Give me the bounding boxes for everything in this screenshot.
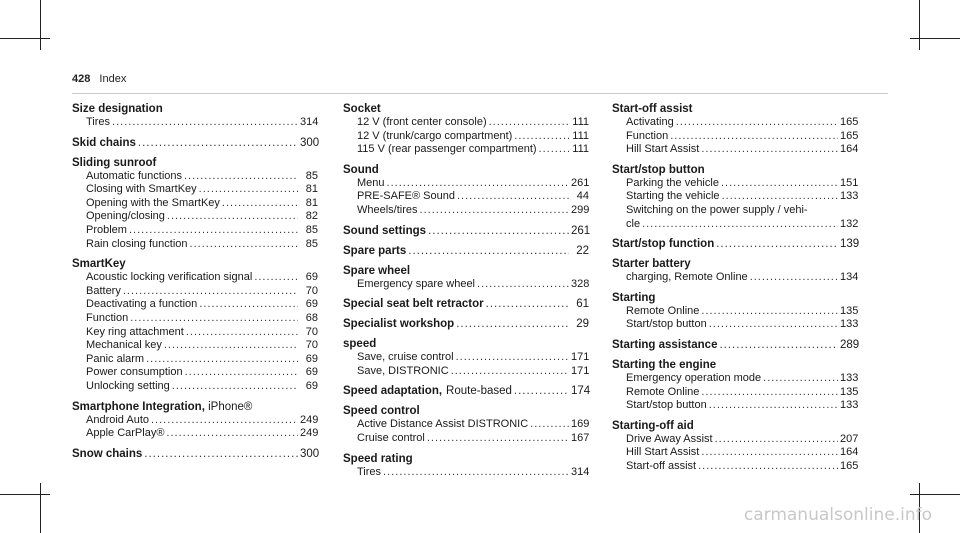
- dot-leader: [222, 197, 298, 211]
- dot-leader: [701, 386, 838, 400]
- subentry-list: [343, 418, 589, 445]
- dot-leader: [709, 318, 838, 332]
- index-subentry[interactable]: [343, 143, 589, 157]
- dot-leader: [539, 143, 569, 157]
- index-heading: Speed control: [343, 405, 420, 418]
- subentry-label: Remote Online: [626, 385, 700, 398]
- page-reference: 69: [305, 271, 318, 284]
- index-subentry[interactable]: [72, 427, 318, 441]
- index-subentry[interactable]: [72, 224, 318, 238]
- index-subentry[interactable]: [612, 318, 858, 332]
- subentry-label: Emergency operation mode: [626, 371, 762, 384]
- section-title: Index: [99, 73, 127, 85]
- subentry-label: 12 V (front center console): [357, 116, 487, 128]
- index-subentry[interactable]: [612, 116, 858, 130]
- index-entry[interactable]: Starting assistance ..... 289: [612, 332, 858, 352]
- dot-leader: [763, 372, 838, 386]
- dot-leader: [722, 190, 838, 204]
- subentry-label: Android Auto: [86, 413, 149, 426]
- dot-leader: [427, 432, 569, 446]
- page-reference: 69: [305, 352, 318, 365]
- index-heading: Starter battery: [612, 258, 691, 271]
- subentry-label: Save, DISTRONIC: [357, 364, 449, 377]
- index-subentry[interactable]: [343, 130, 589, 144]
- page-reference: 133: [840, 399, 859, 412]
- page-reference: 70: [305, 325, 318, 338]
- crop-mark: [0, 38, 50, 39]
- index-subentry[interactable]: [343, 204, 589, 218]
- dot-leader: [698, 460, 838, 474]
- index-subentry[interactable]: [72, 170, 318, 184]
- index-heading: Start/stop button: [612, 163, 705, 176]
- page-reference: 249: [300, 427, 319, 440]
- subentry-list: [343, 116, 589, 157]
- dot-leader: [146, 353, 298, 367]
- subentry-list: [72, 271, 318, 393]
- page-reference: 111: [572, 116, 589, 128]
- page-reference: 171: [571, 364, 590, 377]
- index-subentry[interactable]: [72, 366, 318, 380]
- page-reference: 85: [305, 237, 318, 250]
- index-subentry[interactable]: Tires ..... 314: [72, 116, 318, 130]
- subentry-label: Tires: [357, 465, 382, 478]
- index-heading: Sliding sunroof: [72, 156, 157, 169]
- dot-leader: [701, 305, 838, 319]
- page-reference: 70: [305, 339, 318, 352]
- index-subentry[interactable]: [343, 278, 589, 292]
- index-heading: Speed rating: [343, 452, 413, 465]
- dot-leader: [420, 204, 569, 218]
- subentry-label: Unlocking setting: [86, 379, 170, 392]
- dot-leader: [166, 427, 298, 441]
- subentry-label: charging, Remote Online: [626, 271, 748, 284]
- subentry-label: Deactivating a function: [86, 298, 198, 311]
- subentry-label: Wheels/tires: [357, 203, 418, 216]
- index-entry[interactable]: Specialist workshop ..... 29: [343, 311, 589, 331]
- page-reference: 111: [572, 143, 589, 156]
- page-reference: 169: [571, 418, 590, 431]
- page-reference: 299: [571, 203, 590, 216]
- subentry-label: PRE-SAFE® Sound: [357, 190, 455, 203]
- index-entry[interactable]: Skid chains ..... 300: [72, 130, 318, 150]
- index-subentry[interactable]: [612, 143, 858, 157]
- index-entry[interactable]: Start/stop function ..... 139: [612, 231, 858, 251]
- dot-leader: [721, 177, 838, 191]
- index-entry[interactable]: Snow chains ..... 300: [72, 441, 318, 461]
- subentry-label: 12 V (trunk/cargo compartment): [357, 129, 513, 142]
- index-heading: Starting the engine: [612, 358, 717, 371]
- page-reference: 249: [300, 413, 319, 426]
- crop-mark: [910, 494, 960, 495]
- index-heading: Sound: [343, 163, 379, 176]
- index-column-1: [72, 102, 318, 461]
- page-reference: 68: [305, 311, 318, 324]
- page-reference: 70: [305, 284, 318, 297]
- index-subentry[interactable]: [72, 312, 318, 326]
- page-reference: 167: [571, 431, 590, 444]
- subentry-label: Closing with SmartKey: [86, 183, 197, 196]
- dot-leader: [185, 366, 298, 380]
- subentry-label: Drive Away Assist: [626, 432, 713, 445]
- index-entry[interactable]: Spare parts ..... 22: [343, 238, 589, 258]
- dot-leader: [670, 130, 838, 144]
- index-subentry[interactable]: [612, 190, 858, 204]
- index-subentry[interactable]: [72, 380, 318, 394]
- subentry-label: Function: [626, 129, 669, 142]
- index-subentry[interactable]: [612, 399, 858, 413]
- index-subentry[interactable]: [72, 353, 318, 367]
- page-reference: 133: [840, 190, 859, 203]
- dot-leader: [457, 190, 569, 204]
- crop-mark: [0, 494, 50, 495]
- page-reference: 111: [572, 129, 589, 142]
- dot-leader: [456, 351, 569, 365]
- index-subentry[interactable]: [72, 298, 318, 312]
- index-subentry[interactable]: [612, 433, 858, 447]
- index-heading: Spare wheel: [343, 264, 411, 277]
- index-subentry[interactable]: [612, 177, 858, 191]
- page-reference: 207: [840, 432, 859, 445]
- dot-leader: [184, 170, 298, 184]
- subentry-label: Start/stop button: [626, 318, 707, 331]
- subentry-label: Start-off assist: [626, 459, 697, 472]
- page-reference: 85: [305, 223, 318, 236]
- dot-leader: [383, 466, 569, 480]
- index-subentry[interactable]: [72, 271, 318, 285]
- subentry-label: Opening with the SmartKey: [86, 196, 220, 209]
- page-reference: 165: [840, 129, 859, 142]
- dot-leader: [387, 177, 569, 191]
- page-reference: 69: [305, 379, 318, 392]
- dot-leader: [701, 143, 838, 157]
- subentry-label: Menu: [357, 176, 385, 189]
- subentry-label: Power consumption: [86, 366, 183, 379]
- dot-leader: [129, 224, 298, 238]
- dot-leader: [451, 365, 569, 379]
- index-subentry[interactable]: [343, 190, 589, 204]
- subentry-list: [343, 466, 589, 480]
- subentry-label: Hill Start Assist: [626, 143, 700, 156]
- dot-leader: [199, 298, 298, 312]
- index-subentry[interactable]: [343, 365, 589, 379]
- index-subentry[interactable]: [343, 418, 589, 432]
- subentry-label: Remote Online: [626, 304, 700, 317]
- index-subentry[interactable]: [612, 305, 858, 319]
- dot-leader: [199, 183, 298, 197]
- dot-leader: [254, 271, 298, 285]
- page-reference: 81: [305, 183, 318, 196]
- index-entry[interactable]: Speed adaptation, Route-based ..... 174: [343, 378, 589, 398]
- index-heading: Size designation: [72, 103, 163, 115]
- subentry-list: [343, 351, 589, 378]
- index-subentry[interactable]: [343, 177, 589, 191]
- dot-leader: [530, 418, 569, 432]
- page-reference: 151: [840, 176, 859, 189]
- page-reference: 85: [305, 169, 318, 182]
- index-subentry[interactable]: [72, 326, 318, 340]
- index-subentry[interactable]: [72, 197, 318, 211]
- subentry-label: Automatic functions: [86, 169, 182, 182]
- subentry-list: [612, 372, 858, 413]
- index-subentry[interactable]: [612, 372, 858, 386]
- subentry-label: Key ring attachment: [86, 325, 184, 338]
- dot-leader: [477, 278, 569, 292]
- page-reference: 69: [305, 298, 318, 311]
- subentry-list: [343, 177, 589, 218]
- index-subentry[interactable]: [612, 271, 858, 285]
- page-reference: 165: [840, 116, 859, 128]
- subentry-label: Acoustic locking verification signal: [86, 271, 253, 284]
- index-subentry[interactable]: [72, 414, 318, 428]
- index-heading: SmartKey: [72, 258, 126, 271]
- page-reference: 44: [576, 190, 589, 203]
- dot-leader: [514, 130, 569, 144]
- page-reference: 165: [840, 459, 859, 472]
- index-heading: speed: [343, 338, 377, 351]
- index-subentry[interactable]: [343, 466, 589, 480]
- page-reference: 134: [840, 271, 859, 284]
- index-subentry-wrapped: Switching on the power supply / vehi-: [626, 203, 808, 216]
- subentry-label: Parking the vehicle: [626, 176, 719, 189]
- subentry-list: [343, 278, 589, 292]
- subentry-label: Opening/closing: [86, 210, 165, 223]
- dot-leader: [190, 238, 298, 252]
- crop-mark: [910, 38, 960, 39]
- index-heading: Starting-off aid: [612, 419, 694, 432]
- index-subentry[interactable]: [72, 183, 318, 197]
- index-heading: Starting: [612, 291, 656, 304]
- index-subentry[interactable]: [72, 210, 318, 224]
- dot-leader: [701, 446, 838, 460]
- dot-leader: [151, 414, 298, 428]
- page-header: [72, 73, 126, 85]
- index-heading: Start-off assist: [612, 103, 693, 115]
- subentry-label: Start/stop button: [626, 399, 707, 412]
- subentry-list: [612, 177, 858, 204]
- crop-mark: [40, 483, 41, 533]
- dot-leader: [123, 285, 298, 299]
- crop-mark: [919, 0, 920, 50]
- page-reference: 82: [305, 210, 318, 223]
- index-entry[interactable]: Special seat belt retractor ..... 61: [343, 291, 589, 311]
- subentry-list: [612, 116, 858, 157]
- page-reference: 164: [840, 143, 859, 156]
- subentry-list: [72, 170, 318, 252]
- subentry-list: [612, 433, 858, 474]
- subentry-list: [72, 414, 318, 441]
- page-reference: 135: [840, 304, 859, 317]
- index-subentry[interactable]: [343, 351, 589, 365]
- index-subentry[interactable]: [612, 460, 858, 474]
- dot-leader: [167, 210, 298, 224]
- dot-leader: [130, 312, 298, 326]
- dot-leader: [715, 433, 838, 447]
- subentry-label: Hill Start Assist: [626, 446, 700, 459]
- subentry-label: Starting the vehicle: [626, 190, 720, 203]
- dot-leader: [676, 116, 838, 130]
- index-heading: Smartphone Integration, iPhone®: [72, 400, 253, 413]
- page-number: 428: [72, 73, 91, 85]
- page-reference: 69: [305, 366, 318, 379]
- page-reference: 81: [305, 196, 318, 209]
- page-reference: 314: [571, 465, 590, 478]
- page-reference: 133: [840, 371, 859, 384]
- index-subentry[interactable]: [72, 339, 318, 353]
- index-column-3: [612, 102, 858, 474]
- page-reference: 133: [840, 318, 859, 331]
- subentry-label: Activating: [626, 116, 674, 128]
- index-subentry[interactable]: [343, 116, 589, 130]
- subentry-label: Rain closing function: [86, 237, 188, 250]
- index-subentry[interactable]: [72, 238, 318, 252]
- page-reference: 328: [571, 277, 590, 290]
- index-subentry[interactable]: cle ..... 132: [612, 218, 858, 232]
- dot-leader: [750, 271, 838, 285]
- subentry-label: Save, cruise control: [357, 351, 454, 364]
- subentry-label: Mechanical key: [86, 339, 162, 352]
- subentry-label: Panic alarm: [86, 352, 145, 365]
- dot-leader: [186, 326, 298, 340]
- subentry-label: Problem: [86, 223, 127, 236]
- subentry-label: Battery: [86, 284, 121, 297]
- index-column-2: [343, 102, 589, 479]
- index-subentry[interactable]: [612, 446, 858, 460]
- dot-leader: [709, 399, 838, 413]
- subentry-label: Cruise control: [357, 431, 425, 444]
- index-subentry[interactable]: [343, 432, 589, 446]
- page-reference: 261: [571, 176, 590, 189]
- page-reference: 164: [840, 446, 859, 459]
- watermark: carmanualsonline.info: [743, 505, 932, 525]
- dot-leader: [172, 380, 298, 394]
- subentry-label: 115 V (rear passenger compartment): [357, 143, 537, 156]
- index-subentry[interactable]: [612, 130, 858, 144]
- dot-leader: [489, 116, 569, 130]
- subentry-label: Emergency spare wheel: [357, 277, 476, 290]
- page-reference: 135: [840, 385, 859, 398]
- index-subentry[interactable]: [72, 285, 318, 299]
- subentry-label: Apple CarPlay®: [86, 427, 165, 440]
- subentry-label: Active Distance Assist DISTRONIC: [357, 418, 529, 431]
- subentry-list: [612, 305, 858, 332]
- header-rule: [72, 93, 888, 94]
- subentry-list: [612, 271, 858, 285]
- crop-mark: [40, 0, 41, 50]
- index-subentry[interactable]: [612, 386, 858, 400]
- dot-leader: [164, 339, 298, 353]
- index-entry[interactable]: Sound settings ..... 261: [343, 218, 589, 238]
- subentry-label: Function: [86, 311, 129, 324]
- index-heading: Socket: [343, 103, 381, 115]
- page-reference: 171: [571, 351, 590, 364]
